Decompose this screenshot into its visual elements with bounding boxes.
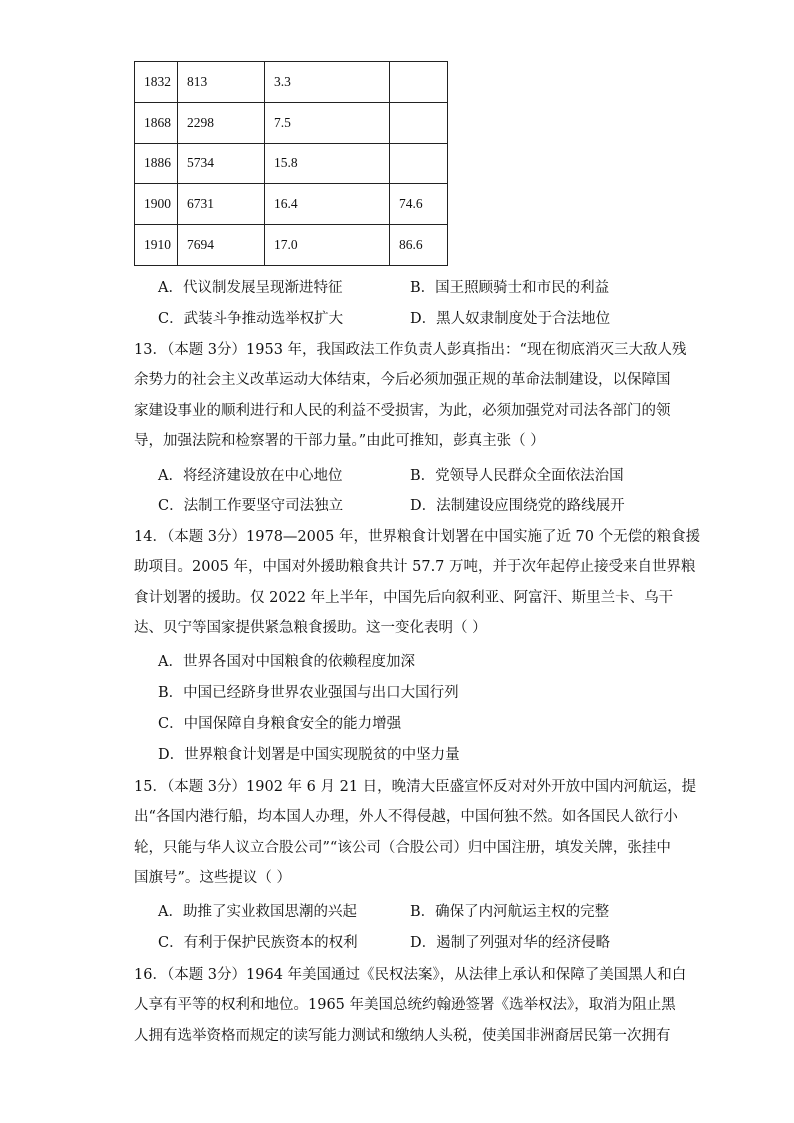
- table-row: [135, 143, 448, 184]
- table-cell: 2298: [178, 102, 265, 143]
- table-cell: 16.4: [265, 184, 390, 225]
- q13-option-a[interactable]: A．将经济建设放在中心地位: [158, 468, 343, 484]
- q15-option-a[interactable]: A．助推了实业救国思潮的兴起: [158, 904, 357, 920]
- q15-option-c[interactable]: C．有利于保护民族资本的权利: [158, 935, 358, 951]
- table-cell: [390, 62, 448, 103]
- table-cell: 86.6: [390, 225, 448, 266]
- q15-line: 出“各国内港行船，均本国人办理，外人不得侵越，中国何独不然。如各国民人欲行小: [134, 809, 678, 826]
- table-cell: 813: [178, 62, 265, 103]
- table-row: [135, 225, 448, 266]
- table-cell: [390, 102, 448, 143]
- q14-line: 食计划署的援助。仅 2022 年上半年，中国先后向叙利亚、阿富汗、斯里兰卡、乌干: [134, 589, 674, 606]
- table-row: [135, 102, 448, 143]
- table-row: [135, 184, 448, 225]
- table-cell: 74.6: [390, 184, 448, 225]
- q14-option-d[interactable]: D．世界粮食计划署是中国实现脱贫的中坚力量: [158, 747, 460, 763]
- q12-option-c[interactable]: C．武装斗争推动选举权扩大: [158, 311, 344, 327]
- q13-line: 家建设事业的顺利进行和人民的利益不受损害，为此，必须加强党对司法各部门的领: [134, 402, 671, 419]
- q13-line: 导，加强法院和检察署的干部力量。”由此可推知，彭真主张（ ）: [134, 433, 545, 450]
- table-cell: 1910: [135, 225, 178, 266]
- q16-line: 16．（本题 3分）1964 年美国通过《民权法案》，从法律上承认和保障了美国黑人和白: [134, 967, 687, 983]
- table-cell: 3.3: [265, 62, 390, 103]
- q15-option-d[interactable]: D．遏制了列强对华的经济侵略: [410, 935, 611, 951]
- table-cell: [390, 143, 448, 184]
- table-cell: 6731: [178, 184, 265, 225]
- data-table: [134, 61, 448, 266]
- q14-option-a[interactable]: A．世界各国对中国粮食的依赖程度加深: [158, 654, 415, 670]
- table-cell: 5734: [178, 143, 265, 184]
- table-cell: 15.8: [265, 143, 390, 184]
- q14-line: 助项目。2005 年，中国对外援助粮食共计 57.7 万吨，并于次年起停止接受来自世界粮: [134, 559, 696, 576]
- q15-stem: [134, 777, 697, 899]
- table-cell: 1832: [135, 62, 178, 103]
- q13-option-c[interactable]: C．法制工作要坚守司法独立: [158, 498, 344, 514]
- table-cell: 1868: [135, 102, 178, 143]
- q14-option-c[interactable]: C．中国保障自身粮食安全的能力增强: [158, 716, 402, 732]
- table-row: [135, 62, 448, 103]
- table-cell: 7.5: [265, 102, 390, 143]
- q13-option-b[interactable]: B．党领导人民群众全面依法治国: [410, 468, 624, 484]
- q14-line: 14．（本题 3分）1978—2005 年，世界粮食计划署在中国实施了近 70 个无偿的粮食援: [134, 529, 701, 545]
- table-cell: 7694: [178, 225, 265, 266]
- q14-stem: [134, 527, 701, 649]
- q16-stem: [134, 965, 687, 1056]
- q13-stem: [134, 340, 687, 462]
- q16-line: 人拥有选举资格而规定的读写能力测试和缴纳人头税，使美国非洲裔居民第一次拥有: [134, 1027, 671, 1044]
- q12-option-a[interactable]: A．代议制发展呈现渐进特征: [158, 280, 343, 296]
- q12-option-b[interactable]: B．国王照顾骑士和市民的利益: [410, 280, 610, 296]
- q15-line: 轮，只能与华人议立合股公司”“该公司（合股公司）归中国注册，填发关牌，张挂中: [134, 839, 671, 856]
- q16-line: 人享有平等的权利和地位。1965 年美国总统约翰逊签署《选举权法》，取消为阻止黑: [134, 997, 676, 1014]
- q14-line: 达、贝宁等国家提供紧急粮食援助。这一变化表明（ ）: [134, 620, 487, 637]
- q15-line: 国旗号”。这些提议（ ）: [134, 870, 292, 887]
- q12-option-d[interactable]: D．黑人奴隶制度处于合法地位: [410, 311, 611, 327]
- table-cell: 17.0: [265, 225, 390, 266]
- q15-option-b[interactable]: B．确保了内河航运主权的完整: [410, 904, 610, 920]
- table-cell: 1900: [135, 184, 178, 225]
- q13-option-d[interactable]: D．法制建设应围绕党的路线展开: [410, 498, 625, 514]
- q13-line: 13．（本题 3分）1953 年，我国政法工作负责人彭真指出：“现在彻底消灭三大敌人残: [134, 342, 687, 358]
- q15-line: 15．（本题 3分）1902 年 6 月 21 日，晚清大臣盛宣怀反对对外开放中国内河航运，提: [134, 779, 697, 795]
- q14-option-b[interactable]: B．中国已经跻身世界农业强国与出口大国行列: [158, 685, 459, 701]
- table-cell: 1886: [135, 143, 178, 184]
- q13-line: 余势力的社会主义改革运动大体结束，今后必须加强正规的革命法制建设，以保障国: [134, 372, 671, 389]
